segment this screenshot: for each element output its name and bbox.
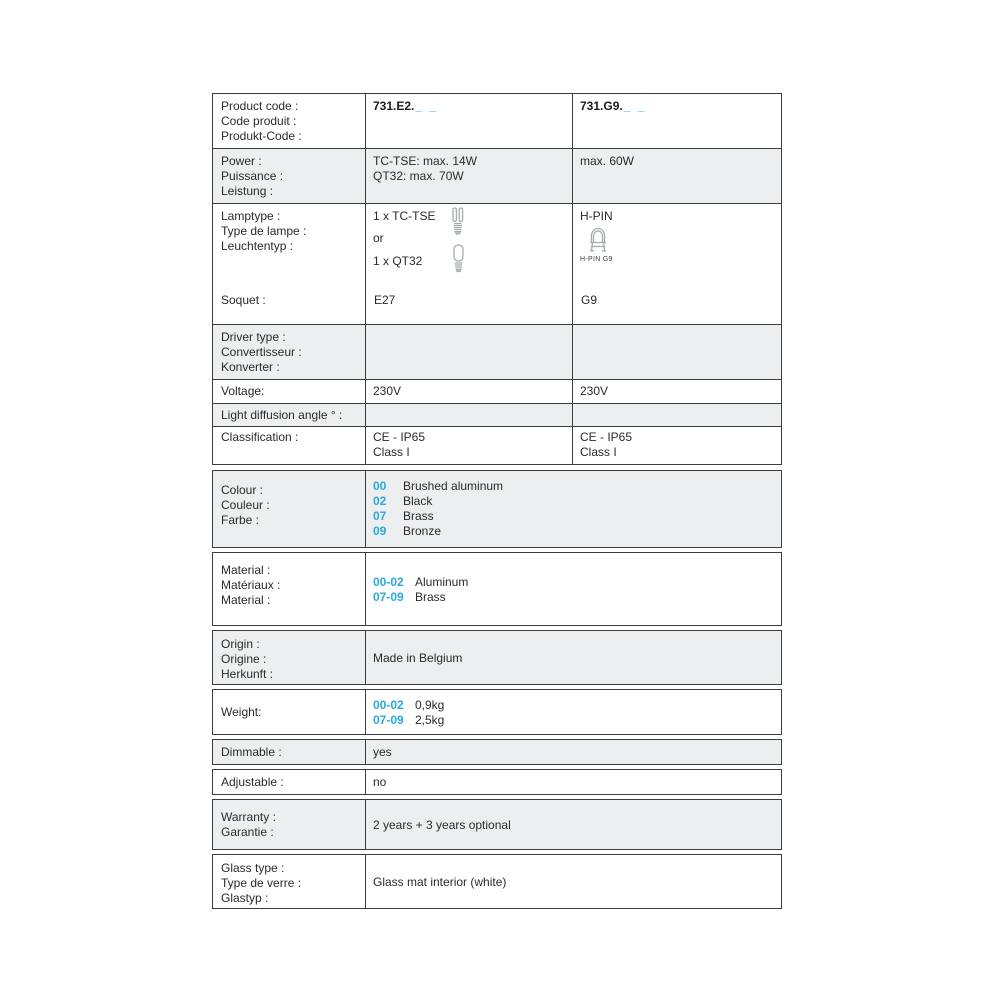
colour-option: [373, 509, 775, 524]
diffusion-e27-cell: [365, 404, 572, 426]
colour-code: 00: [373, 479, 387, 493]
warranty-labels: [213, 800, 365, 849]
row-voltage: [213, 379, 781, 403]
classification-e27-cell: [365, 427, 572, 464]
label-line: Produkt-Code :: [221, 129, 302, 143]
origin-value: [365, 631, 781, 684]
glass-labels: [213, 855, 365, 908]
weight-options: [365, 690, 781, 734]
label-line: Leuchtentyp :: [221, 239, 294, 253]
colour-option: [373, 494, 775, 509]
colour-code: 02: [373, 494, 387, 508]
product-code-e27-value: 731.E2.: [373, 99, 415, 113]
label-line: Convertisseur :: [221, 345, 302, 359]
material-options: [365, 553, 781, 625]
h-pin-lamp-icon: [586, 226, 610, 257]
classification-value-line: CE - IP65: [580, 430, 633, 444]
classification-label: Classification :: [221, 430, 299, 444]
label-line: Leistung :: [221, 184, 274, 198]
lamp-option-2: 1 x QT32: [373, 254, 423, 268]
lamptype-g9-cell: [572, 204, 781, 324]
colour-name: Brass: [403, 509, 434, 523]
classification-value-line: CE - IP65: [373, 430, 426, 444]
power-e27-cell: [365, 149, 572, 203]
label-line: Glass type :: [221, 861, 285, 875]
material-code: 00-02: [373, 574, 404, 589]
label-line: Origine :: [221, 652, 267, 666]
label-line: Matériaux :: [221, 578, 281, 592]
colour-code: 09: [373, 524, 387, 538]
weight-label: [213, 690, 365, 734]
material-option: [373, 575, 775, 590]
dimmable-label: Dimmable :: [221, 745, 282, 759]
spec-top-section: [212, 93, 782, 465]
weight-option: [373, 698, 775, 713]
label-line: Type de verre :: [221, 876, 302, 890]
voltage-label: Voltage:: [221, 384, 265, 398]
warranty-value: [365, 800, 781, 849]
product-code-e27-cell: [365, 94, 572, 148]
label-line: Couleur :: [221, 498, 270, 512]
weight-value: 2,5kg: [415, 712, 445, 727]
weight-code: 00-02: [373, 697, 404, 712]
label-line: Warranty :: [221, 810, 276, 824]
label-line: Product code :: [221, 99, 299, 113]
label-line: Konverter :: [221, 360, 280, 374]
label-line: Herkunft :: [221, 667, 274, 681]
lamp-option-hpin: H-PIN: [580, 209, 613, 223]
qt32-lamp-icon: [451, 244, 466, 278]
voltage-e27-value: 230V: [365, 380, 572, 403]
row-origin: [212, 630, 782, 685]
label-line: Origin :: [221, 637, 260, 651]
label-line: Type de lampe :: [221, 224, 307, 238]
label-line: Code produit :: [221, 114, 297, 128]
origin-text: Made in Belgium: [373, 650, 463, 665]
diffusion-g9-cell: [572, 404, 781, 426]
label-line: Driver type :: [221, 330, 286, 344]
driver-e27-cell: [365, 325, 572, 379]
tc-tse-lamp-icon: [450, 207, 466, 241]
row-classification: [213, 426, 781, 464]
soquet-g9-value: G9: [581, 293, 598, 307]
power-value: max. 60W: [580, 154, 635, 168]
label-line: Lamptype :: [221, 209, 281, 223]
product-code-g9-value: 731.G9.: [580, 99, 623, 113]
label-line: Material :: [221, 563, 271, 577]
power-labels: [213, 149, 365, 203]
product-spec-table: [212, 93, 782, 909]
row-adjustable: [212, 769, 782, 795]
colour-name: Bronze: [403, 524, 442, 538]
row-driver-type: [213, 324, 781, 379]
weight-option: [373, 713, 775, 728]
glass-text: Glass mat interior (white): [373, 874, 507, 889]
power-value-line: TC-TSE: max. 14W: [373, 154, 478, 168]
lamptype-labels: [213, 204, 365, 324]
diffusion-label: Light diffusion angle ° :: [221, 408, 343, 422]
row-colour: [212, 470, 782, 548]
material-name: Brass: [415, 589, 446, 604]
colour-option: [373, 524, 775, 539]
row-material: [212, 552, 782, 626]
adjustable-label: Adjustable :: [221, 775, 284, 789]
label-line: Farbe :: [221, 513, 260, 527]
material-name: Aluminum: [415, 574, 469, 589]
row-glass-type: [212, 854, 782, 909]
label-line: Power :: [221, 154, 262, 168]
label-line: Weight:: [221, 705, 262, 719]
row-dimmable: [212, 739, 782, 765]
dimmable-value: yes: [365, 740, 781, 764]
classification-g9-cell: [572, 427, 781, 464]
lamp-option-1: 1 x TC-TSE: [373, 209, 436, 223]
power-g9-cell: [572, 149, 781, 203]
weight-code: 07-09: [373, 712, 404, 727]
label-line: Material :: [221, 593, 271, 607]
lamp-or: or: [373, 231, 384, 245]
colour-option: [373, 479, 775, 494]
glass-value: [365, 855, 781, 908]
soquet-e27-value: E27: [374, 293, 396, 307]
colour-name: Black: [403, 494, 433, 508]
row-warranty: [212, 799, 782, 850]
driver-labels: [213, 325, 365, 379]
warranty-text: 2 years + 3 years optional: [373, 817, 511, 832]
weight-value: 0,9kg: [415, 697, 445, 712]
row-lamptype: [213, 203, 781, 324]
colour-name: Brushed aluminum: [403, 479, 504, 493]
product-code-labels: [213, 94, 365, 148]
row-power: [213, 148, 781, 203]
material-option: [373, 590, 775, 605]
row-light-diffusion-angle: [213, 403, 781, 426]
label-line: Colour :: [221, 483, 264, 497]
label-line: Glastyp :: [221, 891, 269, 905]
voltage-g9-value: 230V: [572, 380, 781, 403]
soquet-label: Soquet :: [221, 293, 266, 307]
classification-value-line: Class I: [580, 445, 617, 459]
row-weight: [212, 689, 782, 735]
colour-labels: [213, 471, 365, 547]
classification-value-line: Class I: [373, 445, 410, 459]
adjustable-value: no: [365, 770, 781, 794]
h-pin-icon-caption: H-PIN G9: [580, 256, 613, 263]
label-line: Puissance :: [221, 169, 284, 183]
row-product-code: [213, 94, 781, 148]
label-line: Garantie :: [221, 825, 274, 839]
product-code-g9-blanks: _ _: [623, 99, 647, 113]
colour-options: [365, 471, 781, 547]
colour-code: 07: [373, 509, 387, 523]
product-code-e27-blanks: _ _: [415, 99, 439, 113]
material-labels: [213, 553, 365, 625]
power-value-line: QT32: max. 70W: [373, 169, 464, 183]
lamptype-e27-cell: [365, 204, 572, 324]
product-code-g9-cell: [572, 94, 781, 148]
driver-g9-cell: [572, 325, 781, 379]
origin-labels: [213, 631, 365, 684]
material-code: 07-09: [373, 589, 404, 604]
